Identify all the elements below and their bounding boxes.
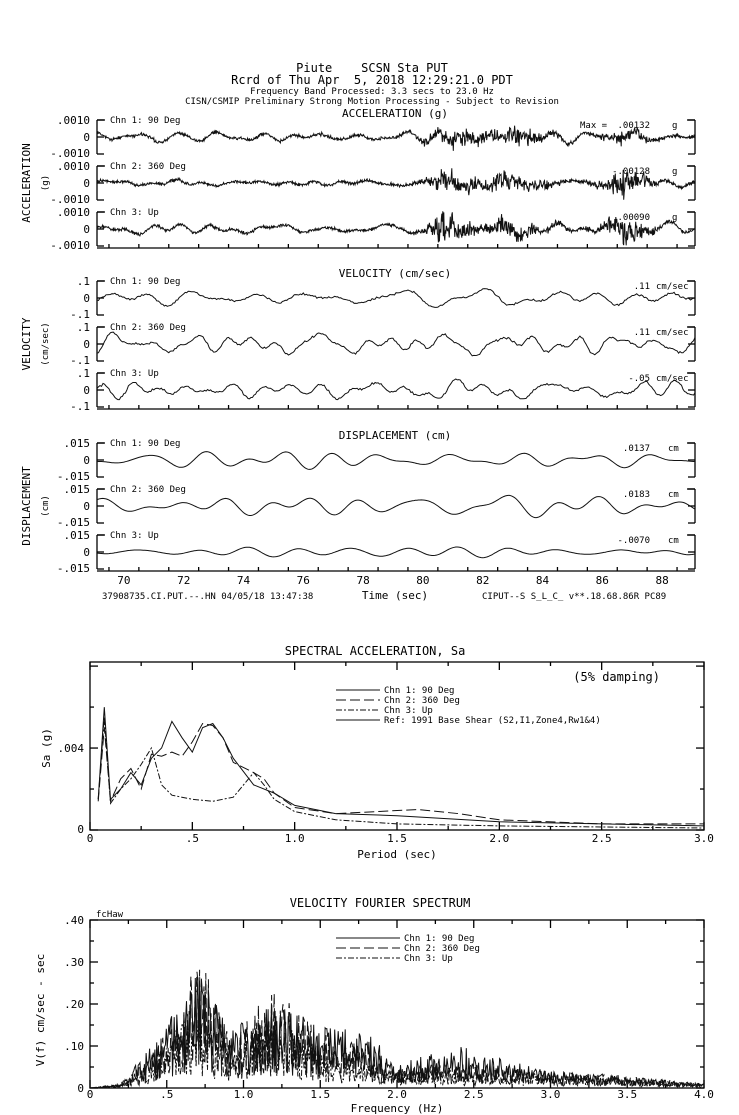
fourier-x-tick-label: 1.5 (310, 1088, 331, 1101)
vel-unit-label: (cm/sec) (41, 322, 51, 366)
y-tick-label: -.0010 (50, 239, 90, 252)
channel-label: Chn 1: 90 Deg (110, 439, 181, 449)
channel-label: Chn 2: 360 Deg (110, 162, 186, 172)
time-tick-label: 76 (296, 574, 310, 587)
y-tick-label: -.0010 (50, 147, 90, 160)
y-tick-label: .1 (76, 275, 90, 288)
y-tick-label: 0 (83, 500, 90, 513)
sa-x-label: Period (sec) (357, 848, 437, 861)
peak-unit: g (672, 121, 678, 131)
y-tick-label: 0 (83, 384, 90, 397)
y-tick-label: .015 (63, 437, 90, 450)
time-tick-label: 70 (117, 574, 131, 587)
y-tick-label: .0010 (56, 160, 90, 173)
vel-trace-chn3 (97, 379, 695, 400)
legend-label: Chn 3: Up (404, 954, 453, 964)
peak-value: -.0070 (617, 536, 650, 546)
fourier-series-chn1 (90, 977, 704, 1088)
channel-label: Chn 3: Up (110, 208, 159, 218)
acc-unit-label: (g) (41, 174, 51, 192)
fourier-y-tick-label: .40 (64, 914, 84, 927)
fourier-y-label: V(f) cm/sec - sec (34, 953, 47, 1067)
fourier-series-chn2 (90, 970, 704, 1088)
corner-label: fcHaw (96, 910, 124, 920)
y-tick-label: .1 (76, 321, 90, 334)
peak-unit: g (672, 213, 678, 223)
disp-axis-label: DISPLACEMENT (20, 466, 33, 546)
header-station: Piute SCSN Sta PUT (296, 61, 448, 75)
time-tick-label: 88 (655, 574, 669, 587)
fourier-y-tick-label: .10 (64, 1040, 84, 1053)
sa-series-chn2 (98, 724, 704, 824)
time-tick-label: 84 (535, 574, 550, 587)
y-tick-label: 0 (83, 454, 90, 467)
y-tick-label: -.1 (70, 400, 90, 413)
acc-title: ACCELERATION (g) (342, 107, 448, 120)
channel-label: Chn 3: Up (110, 369, 159, 379)
peak-unit: cm/sec (656, 282, 689, 292)
disp-trace-chn2 (97, 495, 695, 517)
sa-title: SPECTRAL ACCELERATION, Sa (284, 644, 466, 658)
fourier-x-tick-label: 1.0 (233, 1088, 254, 1101)
channel-label: Chn 1: 90 Deg (110, 116, 181, 126)
disp-trace-chn1 (97, 452, 695, 470)
y-tick-label: .015 (63, 483, 90, 496)
sa-x-tick-label: 2.0 (489, 832, 510, 845)
time-tick-label: 72 (177, 574, 191, 587)
header-band: Frequency Band Processed: 3.3 secs to 23.0 Hz (250, 87, 494, 97)
channel-label: Chn 2: 360 Deg (110, 323, 186, 333)
time-tick-label: 86 (595, 574, 609, 587)
peak-unit: cm (668, 444, 679, 454)
footer-left: 37908735.CI.PUT.--.HN 04/05/18 13:47:38 (102, 592, 314, 602)
peak-unit: cm (668, 490, 679, 500)
fourier-x-tick-label: 4.0 (694, 1088, 714, 1101)
time-tick-label: 74 (236, 574, 251, 587)
channel-label: Chn 2: 360 Deg (110, 485, 186, 495)
legend-label: Chn 1: 90 Deg (384, 686, 455, 696)
sa-x-tick-label: 0 (86, 832, 94, 845)
y-tick-label: 0 (83, 131, 90, 144)
y-tick-label: .0010 (56, 114, 90, 127)
y-tick-label: 0 (83, 292, 90, 305)
max-prefix-label: Max = (580, 121, 608, 131)
y-tick-label: 0 (83, 546, 90, 559)
peak-unit: cm/sec (656, 374, 689, 384)
peak-value: .0183 (622, 490, 650, 500)
peak-unit: g (672, 167, 678, 177)
y-tick-label: .015 (63, 529, 90, 542)
vel-axis-label: VELOCITY (20, 317, 33, 371)
sa-y-label: Sa (g) (40, 728, 53, 768)
acc-trace-chn3 (97, 211, 695, 245)
disp-unit-label: (cm) (41, 495, 51, 517)
fourier-y-tick-label: .30 (64, 956, 84, 969)
disp-title: DISPLACEMENT (cm) (338, 429, 452, 442)
acc-axis-label: ACCELERATION (20, 143, 33, 223)
y-tick-label: -.1 (70, 354, 90, 367)
disp-trace-chn3 (97, 547, 695, 558)
fourier-x-tick-label: 2.5 (463, 1088, 484, 1101)
peak-value: -.00128 (612, 167, 650, 177)
fourier-x-tick-label: 3.5 (617, 1088, 638, 1101)
legend-label: Chn 3: Up (384, 706, 433, 716)
vel-trace-chn1 (97, 289, 695, 308)
y-tick-label: .0010 (56, 206, 90, 219)
legend-label: Chn 1: 90 Deg (404, 934, 475, 944)
y-tick-label: -.015 (56, 516, 90, 529)
fourier-x-tick-label: .5 (160, 1088, 174, 1101)
sa-x-tick-label: .5 (185, 832, 199, 845)
sa-series-chn3 (98, 717, 704, 828)
channel-label: Chn 3: Up (110, 531, 159, 541)
time-tick-label: 82 (476, 574, 490, 587)
y-tick-label: -.0010 (50, 193, 90, 206)
vel-title: VELOCITY (cm/sec) (338, 267, 452, 280)
fourier-title: VELOCITY FOURIER SPECTRUM (289, 896, 471, 910)
peak-value: .00132 (617, 121, 650, 131)
y-tick-label: -.015 (56, 562, 90, 575)
sa-x-tick-label: 1.0 (284, 832, 305, 845)
fourier-x-tick-label: 0 (86, 1088, 94, 1101)
acc-trace-chn2 (97, 168, 695, 199)
sa-x-tick-label: 3.0 (694, 832, 714, 845)
y-tick-label: 0 (83, 177, 90, 190)
vel-trace-chn2 (97, 332, 695, 356)
sa-y-tick-label: .004 (57, 742, 84, 755)
time-tick-label: 78 (356, 574, 370, 587)
legend-label: Ref: 1991 Base Shear (S2,I1,Zone4,Rw1&4) (384, 716, 601, 726)
sa-x-tick-label: 2.5 (591, 832, 612, 845)
peak-value: .11 (633, 282, 650, 292)
peak-unit: cm/sec (656, 328, 689, 338)
peak-value: .11 (633, 328, 650, 338)
fourier-x-tick-label: 2.0 (387, 1088, 407, 1101)
y-tick-label: -.015 (56, 470, 90, 483)
y-tick-label: -.1 (70, 308, 90, 321)
fourier-y-tick-label: 0 (77, 1082, 84, 1095)
sa-y-tick-label: 0 (77, 823, 84, 836)
footer-right: CIPUT--S S_L_C_ v**.18.68.86R PC89 (482, 592, 667, 602)
channel-label: Chn 1: 90 Deg (110, 277, 181, 287)
damping-annotation: (5% damping) (573, 670, 660, 684)
y-tick-label: .1 (76, 367, 90, 380)
legend-label: Chn 2: 360 Deg (384, 696, 460, 706)
header-record: Rcrd of Thu Apr 5, 2018 12:29:21.0 PDT (231, 73, 513, 87)
peak-value: -.05 (628, 374, 650, 384)
header-processing: CISN/CSMIP Preliminary Strong Motion Processing - Subject to Revision (185, 97, 559, 107)
peak-unit: cm (668, 536, 679, 546)
y-tick-label: 0 (83, 223, 90, 236)
legend-label: Chn 2: 360 Deg (404, 944, 480, 954)
time-axis-label: Time (sec) (361, 589, 429, 602)
peak-value: .00090 (617, 213, 650, 223)
fourier-y-tick-label: .20 (64, 998, 84, 1011)
fourier-x-tick-label: 3.0 (540, 1088, 561, 1101)
fourier-x-label: Frequency (Hz) (350, 1102, 444, 1115)
y-tick-label: 0 (83, 338, 90, 351)
time-tick-label: 80 (416, 574, 430, 587)
peak-value: .0137 (622, 444, 650, 454)
sa-x-tick-label: 1.5 (387, 832, 407, 845)
